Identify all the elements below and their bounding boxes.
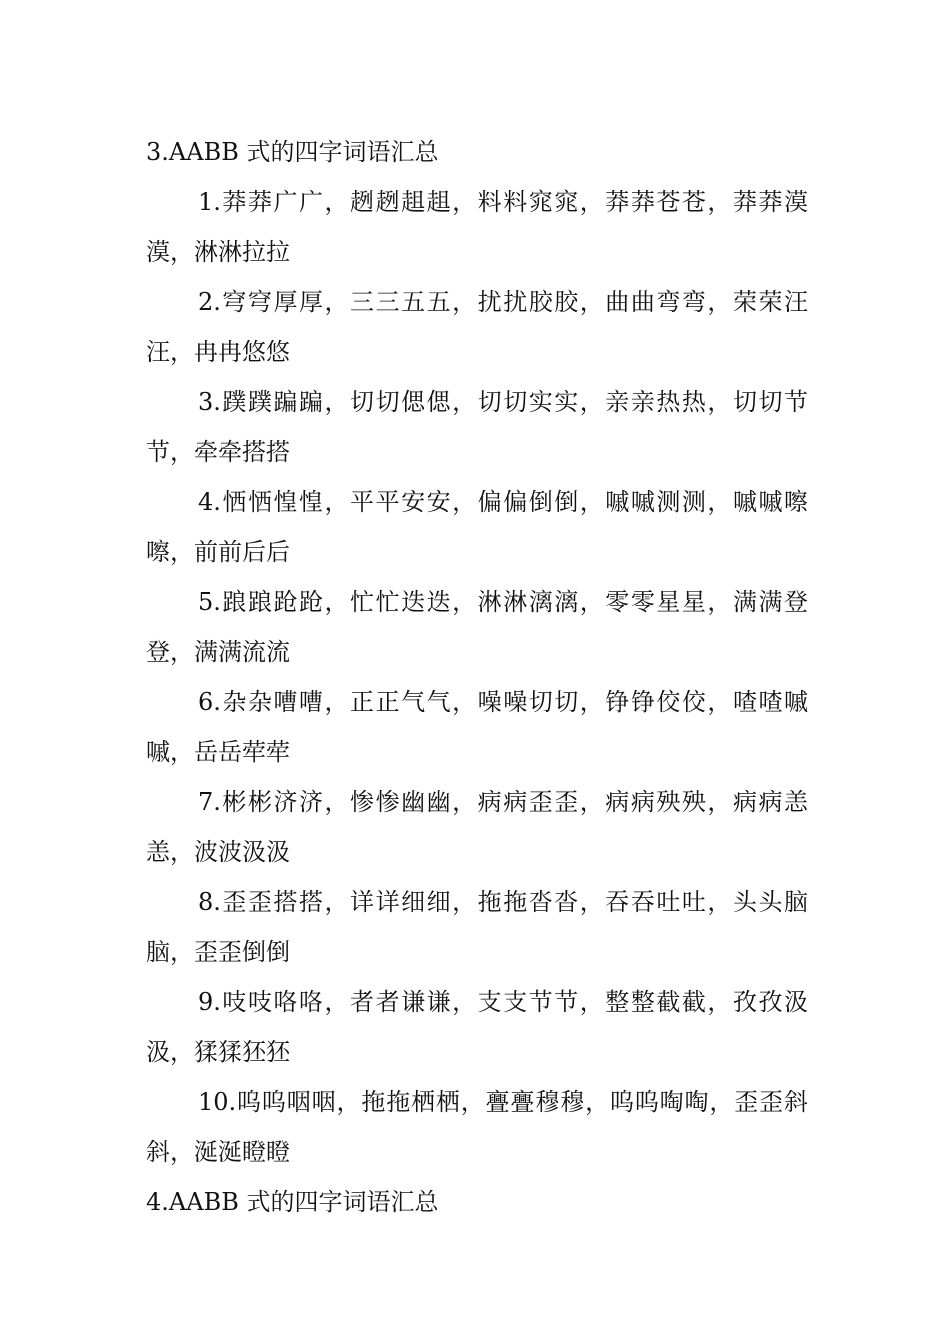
word-list-paragraph-3: 3.蹼蹼蹁蹁，切切偲偲，切切实实，亲亲热热，切切节节，牵牵搭搭 [146, 388, 808, 466]
word-list-paragraph-2: 2.穹穹厚厚，三三五五，扰扰胶胶，曲曲弯弯，荣荣汪汪，冉冉悠悠 [146, 288, 808, 366]
word-list-paragraph-6: 6.杂杂嘈嘈，正正气气，噪噪切切，铮铮佼佼，喳喳嘁嘁，岳岳荦荦 [146, 688, 808, 766]
word-list-paragraph-1: 1.莽莽广广，趔趔趄趄，料料窕窕，莽莽苍苍，莽莽漠漠，淋淋拉拉 [146, 188, 808, 266]
word-list-paragraph-9: 9.吱吱咯咯，者者谦谦，支支节节，整整截截，孜孜汲汲，猱猱狉狉 [146, 988, 808, 1066]
word-list-paragraph-7: 7.彬彬济济，惨惨幽幽，病病歪歪，病病殃殃，病病恙恙，波波汲汲 [146, 788, 808, 866]
section-heading-4: 4.AABB 式的四字词语汇总 [146, 1188, 439, 1216]
word-list-paragraph-5: 5.踉踉跄跄，忙忙迭迭，淋淋漓漓，零零星星，满满登登，满满流流 [146, 588, 808, 666]
word-list-paragraph-4: 4.恓恓惶惶，平平安安，偏偏倒倒，嘁嘁测测，嘁嘁嚓嚓，前前后后 [146, 488, 808, 566]
word-list-paragraph-8: 8.歪歪搭搭，详详细细，拖拖沓沓，吞吞吐吐，头头脑脑，歪歪倒倒 [146, 888, 808, 966]
section-heading-3: 3.AABB 式的四字词语汇总 [146, 138, 439, 166]
document-body [146, 127, 808, 1227]
word-list-paragraph-10: 10.呜呜咽咽，拖拖栖栖，亹亹穆穆，呜呜啕啕，歪歪斜斜，涎涎瞪瞪 [146, 1088, 808, 1166]
